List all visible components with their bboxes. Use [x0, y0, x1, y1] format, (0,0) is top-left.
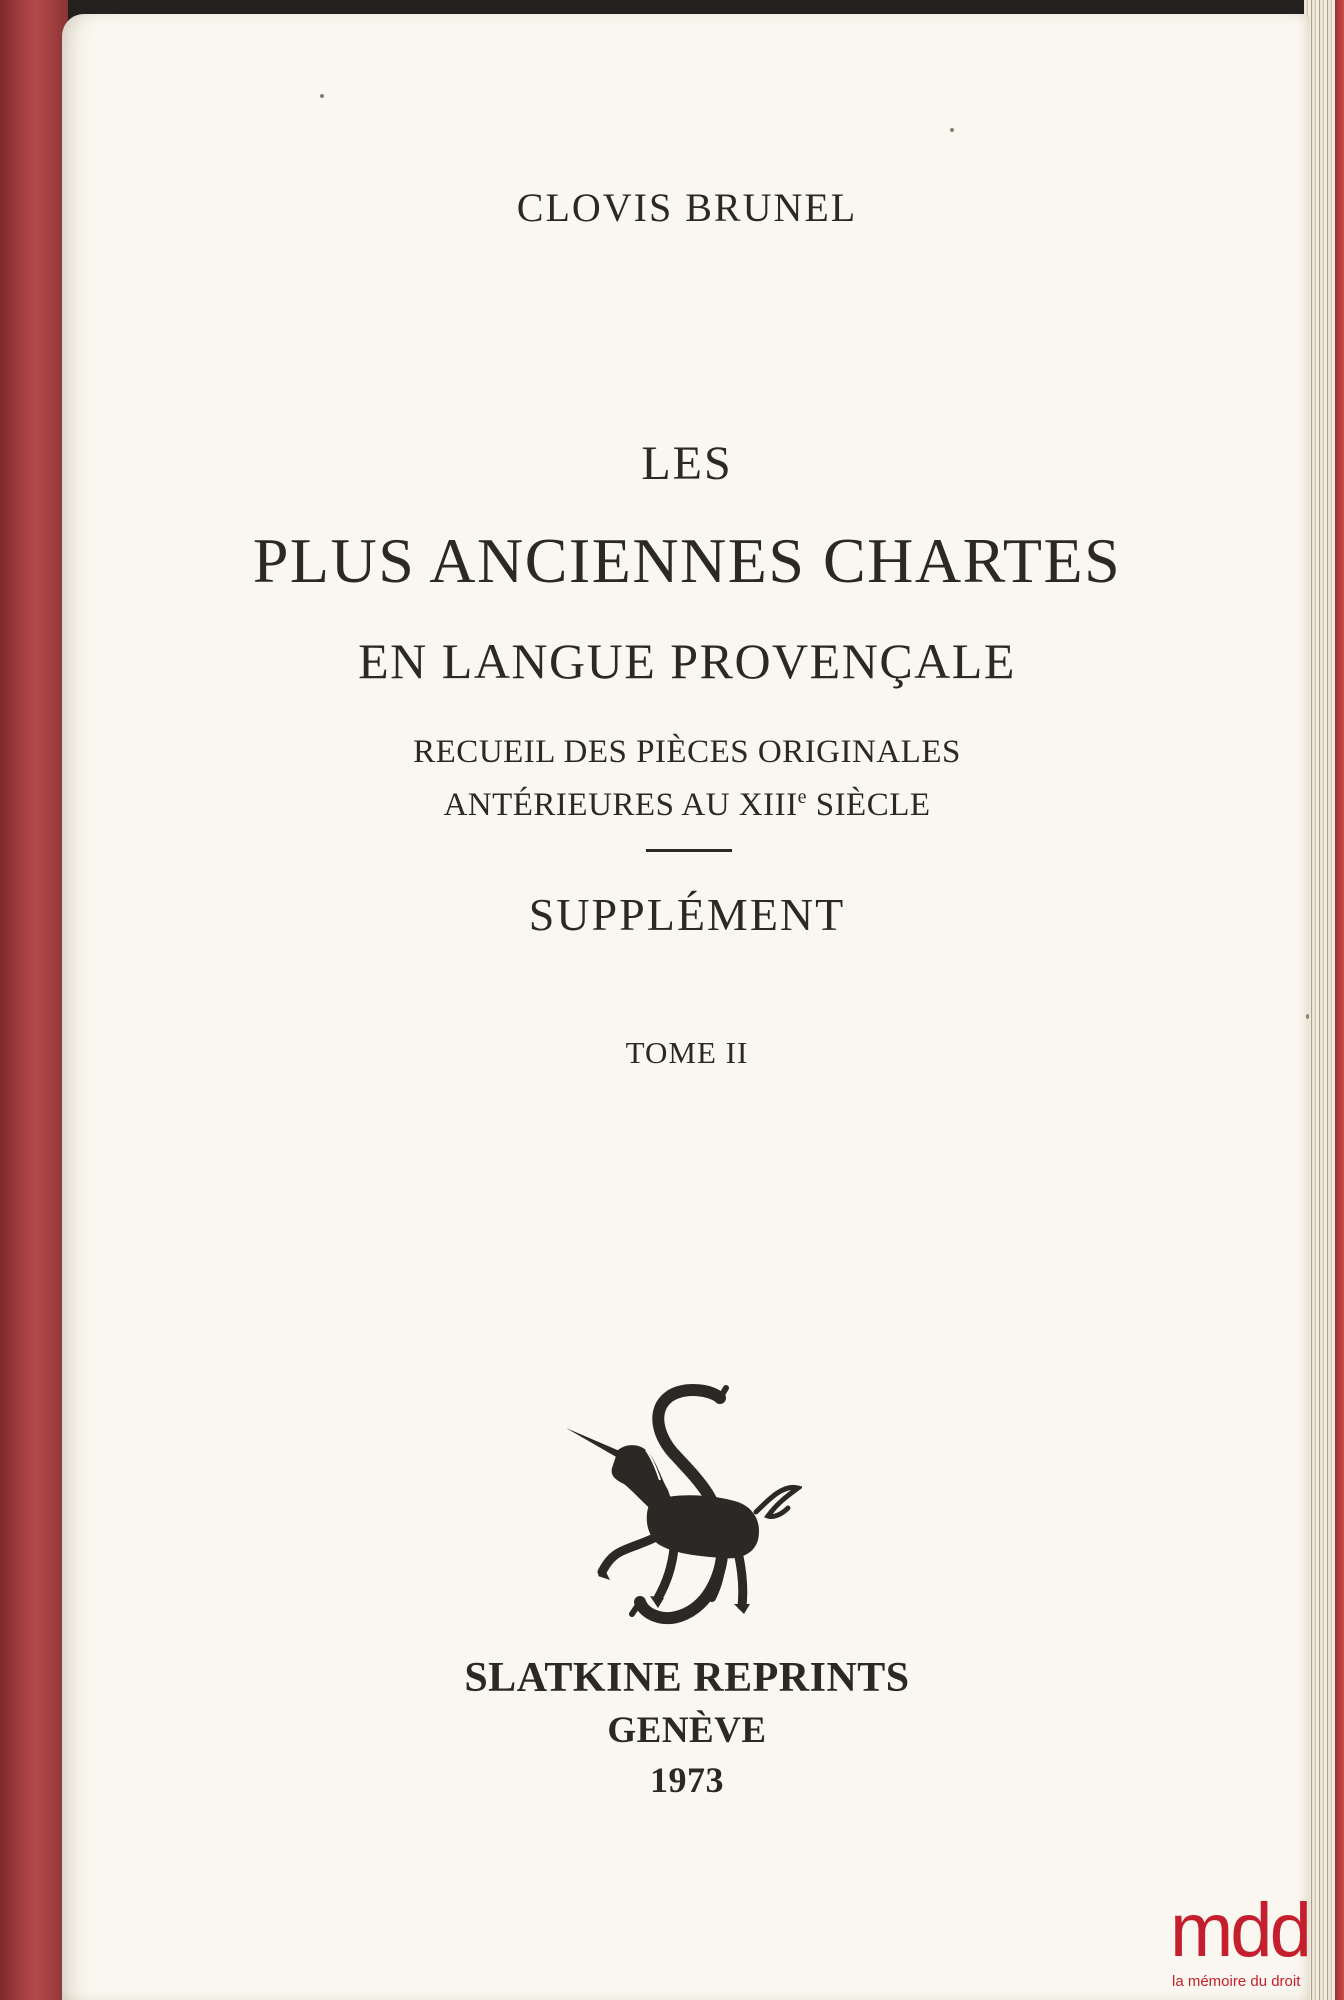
subtitle-line-1: RECUEIL DES PIÈCES ORIGINALES	[413, 734, 961, 770]
subtitle-line-2-suffix: SIÈCLE	[806, 787, 931, 823]
book-cover-right-edge	[1335, 0, 1344, 2000]
book-cover-left-edge	[0, 0, 68, 2000]
title-les: LES	[641, 437, 733, 490]
unicorn-s-emblem-icon	[562, 1384, 802, 1634]
mdd-tagline: la mémoire du droit	[1172, 1973, 1301, 1990]
author-name: CLOVIS BRUNEL	[516, 185, 858, 230]
mdd-logo-text: mdd	[1170, 1888, 1309, 1973]
title-page	[62, 14, 1310, 2000]
publisher-city: GENÈVE	[607, 1710, 767, 1751]
subtitle-line-2-text: ANTÉRIEURES AU XIII	[443, 787, 798, 823]
publication-year: 1973	[650, 1760, 724, 1800]
superscript-e: e	[797, 786, 807, 808]
supplement-heading: SUPPLÉMENT	[528, 889, 846, 940]
publisher-name: SLATKINE REPRINTS	[464, 1655, 910, 1701]
mdd-watermark-logo	[1170, 1888, 1338, 1993]
paper-speck	[1306, 1014, 1309, 1019]
volume-label: TOME II	[625, 1035, 749, 1070]
paper-speck	[950, 128, 954, 132]
title-main: PLUS ANCIENNES CHARTES	[252, 525, 1122, 596]
subtitle-line-2	[62, 786, 1312, 824]
title-subtitle: EN LANGUE PROVENÇALE	[358, 633, 1016, 689]
paper-speck	[320, 94, 324, 98]
section-divider	[646, 849, 732, 852]
